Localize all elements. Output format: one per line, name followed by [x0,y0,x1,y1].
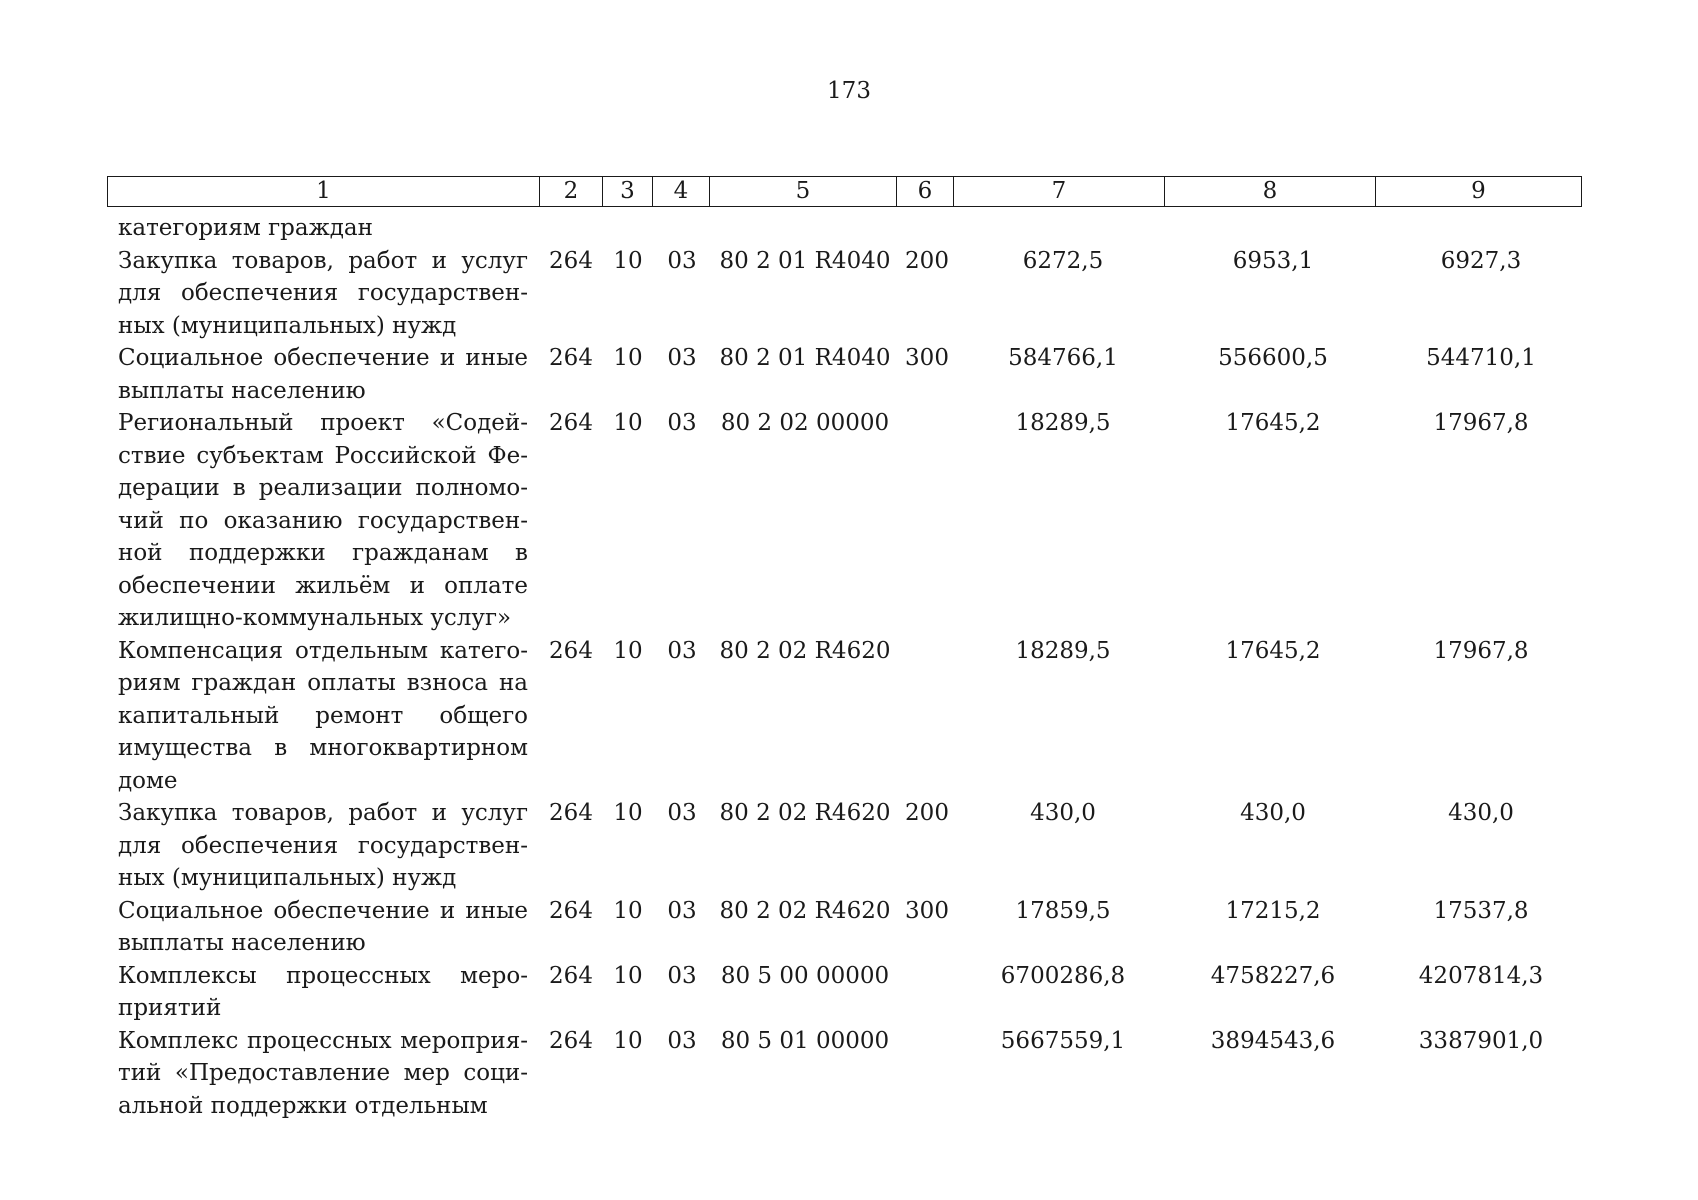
row-description [118,797,528,895]
description-line: капитальный ремонт общего [118,702,528,729]
cell-col-8: 3894543,6 [1210,1027,1336,1054]
page-number: 173 [827,78,871,104]
cell-col-7: 18289,5 [1015,637,1111,664]
cell-col-8: 17645,2 [1225,410,1321,436]
table-row [0,960,1698,1025]
description-line: ной поддержки гражданам в [118,540,528,566]
cell-col-2: 264 [549,1027,593,1054]
cell-col-8: 17215,2 [1225,897,1321,924]
cell-col-7: 6700286,8 [1000,962,1126,989]
column-header: 4 [653,177,710,207]
cell-col-8: 430,0 [1240,800,1306,826]
description-line: выплаты населению [118,377,366,404]
cell-col-6: 200 [905,800,949,826]
description-line: Закупка товаров, работ и услуг [118,800,528,826]
cell-col-2: 264 [549,345,593,371]
cell-col-2: 264 [549,410,593,436]
description-line: жилищно-коммунальных услуг» [118,605,512,631]
cell-col-8: 4758227,6 [1210,962,1336,989]
description-line: Закупка товаров, работ и услуг [118,247,528,274]
description-line: доме [118,767,178,794]
table-row [0,407,1698,635]
cell-col-5: 80 5 00 00000 [720,962,890,989]
cell-col-3: 10 [613,897,643,924]
cell-col-7: 430,0 [1030,800,1096,826]
cell-col-7: 17859,5 [1015,897,1111,924]
description-line: дерации в реализации полномо- [118,475,528,501]
budget-table-body [0,212,1698,1122]
cell-col-2: 264 [549,637,593,664]
cell-col-4: 03 [667,637,697,664]
cell-col-5: 80 2 01 R4040 [719,247,891,274]
cell-col-7: 6272,5 [1022,247,1104,274]
description-line: выплаты населению [118,930,366,956]
description-line: Региональный проект «Содей- [118,410,528,436]
cell-col-5: 80 2 02 R4620 [719,637,891,664]
cell-col-9: 3387901,0 [1418,1027,1544,1054]
cell-col-7: 584766,1 [1008,345,1118,371]
column-header: 3 [603,177,653,207]
table-row [0,635,1698,798]
cell-col-6: 200 [905,247,949,274]
cell-col-8: 556600,5 [1218,345,1328,371]
cell-col-3: 10 [613,1027,643,1054]
column-header: 1 [108,177,540,207]
cell-col-9: 430,0 [1448,800,1514,826]
cell-col-3: 10 [613,410,643,436]
description-line: обеспечении жильём и оплате [118,572,528,599]
column-header: 2 [540,177,603,207]
description-line: ных (муниципальных) нужд [118,865,457,891]
cell-col-9: 6927,3 [1440,247,1522,274]
cell-col-2: 264 [549,962,593,989]
cell-col-5: 80 5 01 00000 [720,1027,890,1054]
cell-col-8: 17645,2 [1225,637,1321,664]
table-row [0,245,1698,343]
cell-col-5: 80 2 02 R4620 [719,800,891,826]
description-line: ных (муниципальных) нужд [118,312,457,339]
description-line: риям граждан оплаты взноса на [118,670,528,696]
cell-col-3: 10 [613,962,643,989]
cell-col-4: 03 [667,962,697,989]
cell-col-3: 10 [613,345,643,371]
description-line: Социальное обеспечение и иные [118,897,528,924]
description-line: тий «Предоставление мер соци- [118,1060,528,1086]
cell-col-8: 6953,1 [1232,247,1314,274]
description-line: имущества в многоквартирном [118,735,528,761]
column-header: 7 [954,177,1165,207]
row-description [118,212,528,245]
description-line: приятий [118,995,222,1021]
row-description [118,895,528,960]
column-header-row [108,177,1582,207]
description-line: Социальное обеспечение и иные [118,345,528,371]
description-line: альной поддержки отдельным [118,1092,488,1119]
column-header: 8 [1165,177,1376,207]
table-row [0,895,1698,960]
description-line: категориям граждан [118,215,373,241]
description-line: для обеспечения государствен- [118,832,528,859]
cell-col-7: 18289,5 [1015,410,1111,436]
description-line: чий по оказанию государствен- [118,507,528,534]
row-description [118,407,528,635]
cell-col-2: 264 [549,897,593,924]
cell-col-4: 03 [667,800,697,826]
cell-col-9: 4207814,3 [1418,962,1544,989]
column-header: 5 [710,177,897,207]
cell-col-5: 80 2 02 00000 [720,410,890,436]
cell-col-3: 10 [613,800,643,826]
column-header-table [107,176,1582,207]
column-header: 9 [1376,177,1582,207]
description-line: ствие субъектам Российской Фе- [118,442,528,469]
cell-col-3: 10 [613,247,643,274]
cell-col-7: 5667559,1 [1000,1027,1126,1054]
cell-col-9: 17967,8 [1433,637,1529,664]
cell-col-6: 300 [905,897,949,924]
row-description [118,342,528,407]
row-description [118,960,528,1025]
description-line: Комплекс процессных мероприя- [118,1027,528,1054]
description-line: Комплексы процессных меро- [118,962,528,989]
cell-col-9: 544710,1 [1426,345,1536,371]
cell-col-2: 264 [549,800,593,826]
table-row [0,342,1698,407]
row-description [118,1025,528,1123]
row-description [118,635,528,798]
cell-col-4: 03 [667,247,697,274]
column-header: 6 [897,177,954,207]
cell-col-4: 03 [667,897,697,924]
cell-col-9: 17537,8 [1433,897,1529,924]
table-row [0,212,1698,245]
cell-col-9: 17967,8 [1433,410,1529,436]
description-line: для обеспечения государствен- [118,280,528,306]
description-line: Компенсация отдельным катего- [118,637,528,664]
cell-col-5: 80 2 01 R4040 [719,345,891,371]
cell-col-5: 80 2 02 R4620 [719,897,891,924]
cell-col-2: 264 [549,247,593,274]
cell-col-4: 03 [667,345,697,371]
table-row [0,797,1698,895]
row-description [118,245,528,343]
cell-col-3: 10 [613,637,643,664]
table-row [0,1025,1698,1123]
cell-col-6: 300 [905,345,949,371]
cell-col-4: 03 [667,410,697,436]
cell-col-4: 03 [667,1027,697,1054]
